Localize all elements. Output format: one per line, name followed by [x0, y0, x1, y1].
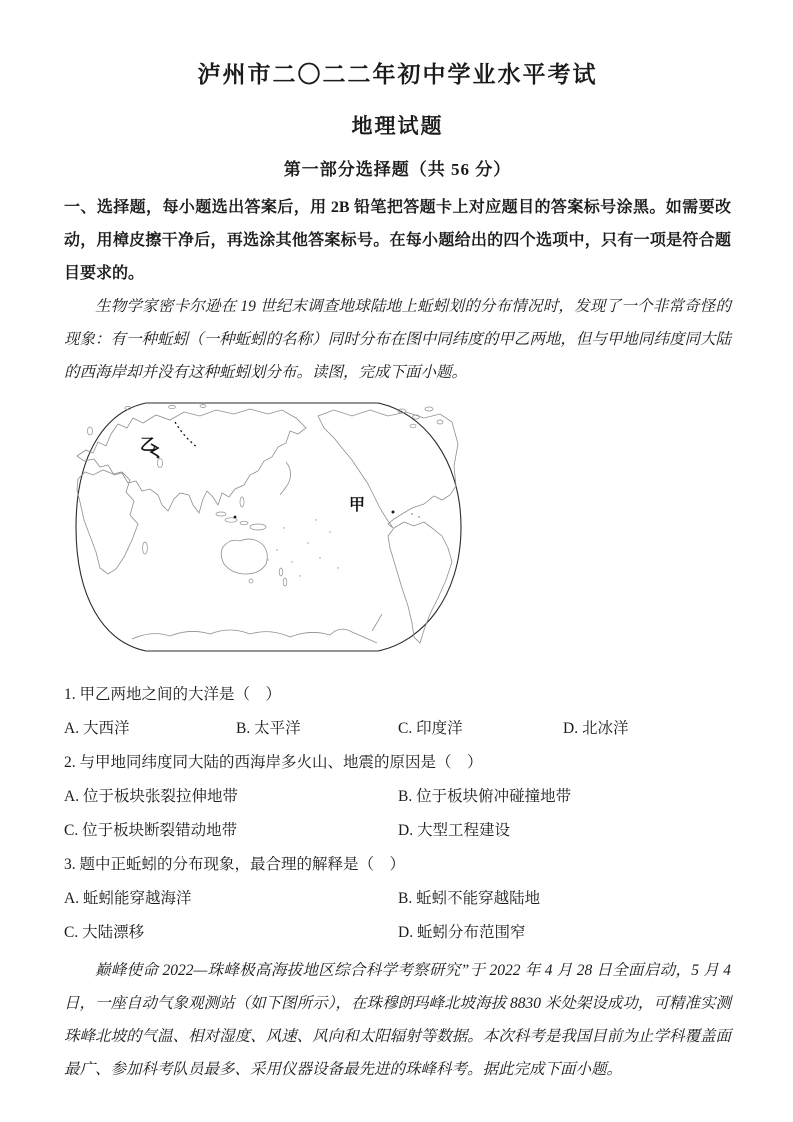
island-speck	[234, 516, 237, 519]
question-2-options-row-2	[64, 814, 731, 848]
indonesia-islands	[216, 497, 266, 530]
question-3-option-b: B. 蚯蚓不能穿越陆地	[398, 890, 541, 907]
continent-north-america	[318, 410, 458, 528]
world-map-svg	[72, 400, 465, 654]
continent-eurasia	[77, 409, 306, 513]
map-boundary	[76, 403, 461, 651]
jia-point-dot	[392, 511, 395, 514]
caspian-sea	[157, 458, 162, 467]
continent-africa	[77, 470, 138, 574]
question-2	[64, 746, 731, 848]
new-zealand-islands	[279, 568, 287, 586]
question-3-option-d: D. 蚯蚓分布范围窄	[398, 924, 526, 941]
question-3-options-row-2	[64, 916, 731, 950]
britain-island	[87, 427, 92, 435]
yi-point-dot	[157, 456, 160, 459]
map-label-jia: 甲	[349, 497, 366, 514]
question-1-option-a: A. 大西洋	[64, 720, 130, 737]
passage-everest: 巅峰使命 2022—珠峰极高海拔地区综合科学考察研究”于 2022 年 4 月 28 日全面启动，5 月 4 日，一座自动气象观测站（如下图所示），在珠穆朗玛峰北坡海拔 8830 米处架设成功，可精准实测珠峰北坡的气温、相对湿度、风速、风向和太阳辐射等数据。本次科考是我国目前为止学科覆盖面最广、参加科考队员最多、采用仪器设备最先进的珠峰科考。据此完成下面小题。	[64, 962, 731, 1078]
question-2-option-d: D. 大型工程建设	[398, 822, 510, 839]
question-3-options-row-1	[64, 882, 731, 916]
question-1-option-d: D. 北冰洋	[563, 720, 629, 737]
exam-title: 泸州市二〇二二年初中学业水平考试	[197, 62, 598, 87]
pacific-island-specks	[267, 519, 338, 576]
continent-south-america	[388, 522, 452, 643]
question-2-option-c: C. 位于板块断裂错动地带	[64, 822, 238, 839]
instructions-paragraph: 一、选择题，每小题选出答案后，用 2B 铅笔把答题卡上对应题目的答案标号涂黑。如需要改动，用樟皮擦干净后，再选涂其他答案标号。在每小题给出的四个选项中，只有一项是符合题目要求的。	[64, 199, 731, 282]
question-3-option-a: A. 蚯蚓能穿越海洋	[64, 890, 192, 907]
map-label-yi: 乙	[140, 437, 157, 454]
section-heading: 第一部分选择题（共 56 分）	[283, 160, 512, 179]
antarctic-peninsula	[372, 614, 382, 631]
question-2-options-row-1	[64, 780, 731, 814]
question-1-stem: 1. 甲乙两地之间的大洋是（ ）	[64, 686, 282, 703]
world-map-figure	[72, 400, 731, 654]
question-1-option-b: B. 太平洋	[236, 720, 301, 737]
question-1-options	[64, 712, 731, 746]
question-1-option-c: C. 印度洋	[398, 720, 463, 737]
question-3-stem: 3. 题中正蚯蚓的分布现象，最合理的解释是（ ）	[64, 856, 406, 873]
ural-dotted-line	[175, 422, 198, 448]
continent-antarctica	[132, 629, 377, 643]
japan-islands	[280, 462, 291, 495]
exam-subject: 地理试题	[351, 114, 444, 138]
question-2-option-a: A. 位于板块张裂拉伸地带	[64, 788, 238, 805]
caribbean-islands	[411, 513, 420, 518]
madagascar-island	[143, 542, 148, 554]
question-2-stem: 2. 与甲地同纬度同大陆的西海岸多火山、地震的原因是（ ）	[64, 754, 483, 771]
question-1	[64, 678, 731, 746]
continent-australia	[221, 539, 267, 574]
question-3-option-c: C. 大陆漂移	[64, 924, 145, 941]
question-2-option-b: B. 位于板块俯冲碰撞地带	[398, 788, 572, 805]
question-3	[64, 848, 731, 950]
passage-earthworm: 生物学家密卡尔逊在 19 世纪末调查地球陆地上蚯蚓划的分布情况时，发现了一个非常奇怪的现象：有一种蚯蚓（一种蚯蚓的名称）同时分布在图中同纬度的甲乙两地，但与甲地同纬度同大陆的西海岸却并没有这种蚯蚓划分布。读图，完成下面小题。	[64, 298, 731, 381]
tasmania-island	[249, 579, 253, 583]
